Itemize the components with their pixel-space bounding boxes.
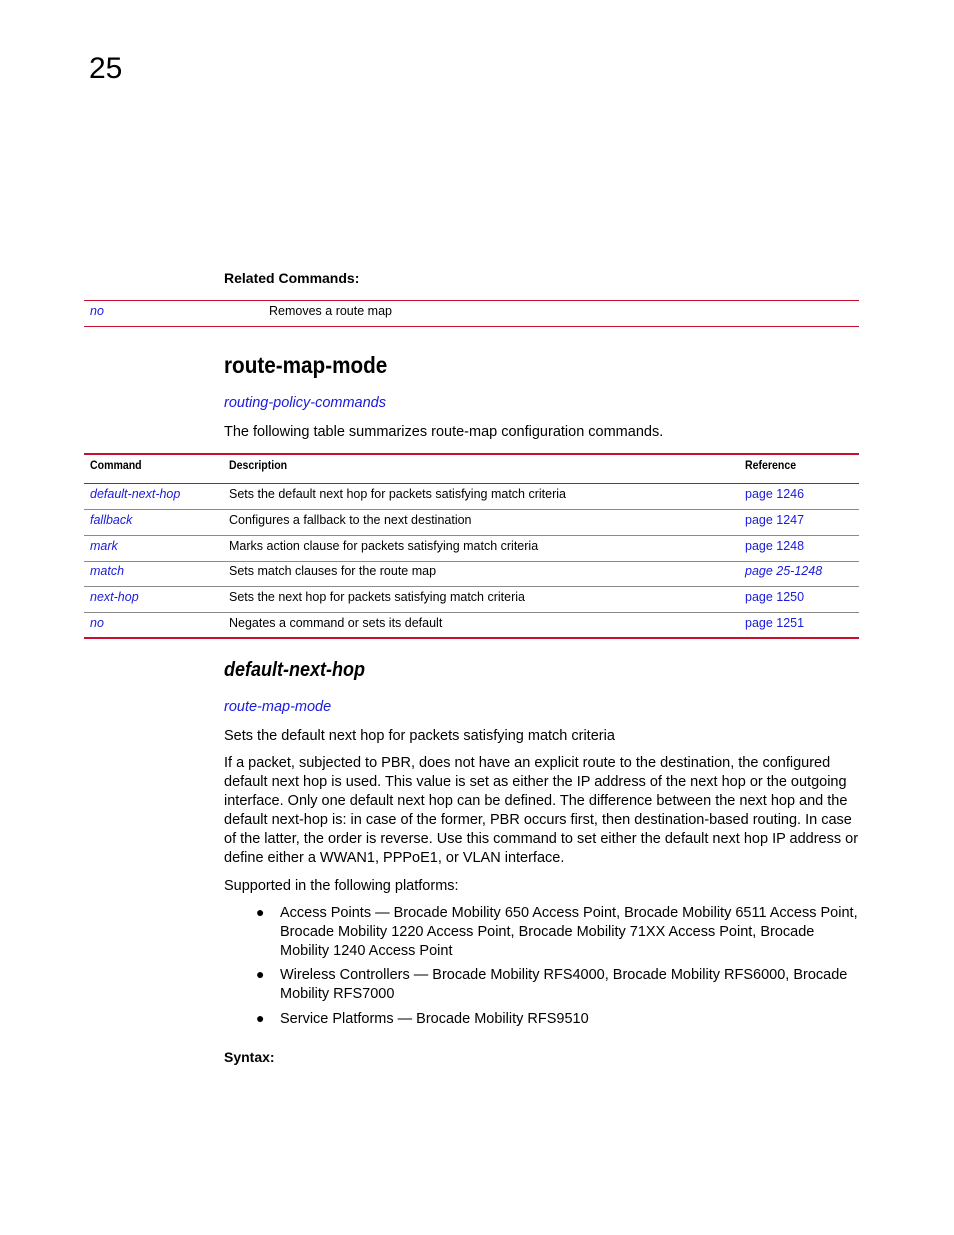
table-row-reference[interactable]: page 1250 — [745, 590, 805, 604]
bullet-line: Brocade Mobility 1220 Access Point, Brocade Mobility 71XX Access Point, Brocade — [280, 924, 815, 940]
chapter-number: 25 — [89, 52, 123, 85]
table-row-command[interactable]: default-next-hop — [90, 487, 181, 501]
body-line: default next-hop is: in case of the former, PBR occurs first, then destination-based routing. In case — [224, 812, 852, 828]
row-divider — [84, 561, 859, 562]
row-divider — [84, 586, 859, 587]
related-command-link[interactable]: no — [90, 304, 104, 318]
table-row-command[interactable]: next-hop — [90, 590, 139, 604]
bullet-item — [280, 966, 870, 1004]
table-row-description: Negates a command or sets its default — [229, 616, 443, 630]
body-line: define either a WWAN1, PPPoE1, or VLAN interface. — [224, 850, 565, 866]
table-top-rule — [84, 453, 859, 455]
related-table-top-rule — [84, 300, 859, 301]
syntax-label: Syntax: — [224, 1049, 275, 1065]
subsection-summary: Sets the default next hop for packets satisfying match criteria — [224, 728, 615, 744]
related-commands-label: Related Commands: — [224, 270, 360, 286]
subsection-title: default-next-hop — [224, 659, 365, 681]
table-header-reference: Reference — [745, 458, 797, 472]
bullet-line: Wireless Controllers — Brocade Mobility RFS4000, Brocade Mobility RFS6000, Brocade — [280, 967, 848, 983]
table-row-command[interactable]: fallback — [90, 513, 133, 527]
bullet-line: Mobility 1240 Access Point — [280, 943, 453, 959]
table-bottom-rule — [84, 637, 859, 639]
subsection-body — [224, 754, 869, 868]
table-row-reference[interactable]: page 1246 — [745, 487, 805, 501]
section-title: route-map-mode — [224, 352, 388, 378]
row-divider — [84, 509, 859, 510]
body-line: If a packet, subjected to PBR, does not have an explicit route to the destination, the configured — [224, 755, 831, 771]
bullet-line: Access Points — Brocade Mobility 650 Access Point, Brocade Mobility 6511 Access Point, — [280, 905, 858, 921]
table-row-description: Sets the next hop for packets satisfying match criteria — [229, 590, 525, 604]
subsection-parent-link[interactable]: route-map-mode — [224, 699, 332, 715]
body-line: default next hop is used. This value is set as either the IP address of the next hop or the outgoing — [224, 774, 847, 790]
table-row-reference[interactable]: page 1247 — [745, 513, 805, 527]
related-command-description: Removes a route map — [269, 304, 392, 318]
bullet-icon: ● — [256, 966, 265, 982]
row-divider — [84, 612, 859, 613]
table-row-command[interactable]: no — [90, 616, 104, 630]
bullet-item — [280, 1010, 870, 1029]
table-row-reference[interactable]: page 25-1248 — [745, 564, 823, 578]
bullet-item — [280, 904, 870, 961]
table-header-description: Description — [229, 458, 288, 472]
table-row-description: Sets match clauses for the route map — [229, 564, 437, 578]
section-parent-link[interactable]: routing-policy-commands — [224, 395, 386, 411]
table-row-reference[interactable]: page 1248 — [745, 539, 805, 553]
bullet-icon: ● — [256, 904, 265, 920]
section-intro: The following table summarizes route-map configuration commands. — [224, 424, 664, 440]
table-row-command[interactable]: match — [90, 564, 125, 578]
bullet-line: Service Platforms — Brocade Mobility RFS9510 — [280, 1011, 589, 1027]
table-row-reference[interactable]: page 1251 — [745, 616, 805, 630]
row-divider — [84, 535, 859, 536]
table-row-description: Configures a fallback to the next destination — [229, 513, 472, 527]
platforms-intro: Supported in the following platforms: — [224, 878, 459, 894]
table-row-command[interactable]: mark — [90, 539, 118, 553]
body-line: interface. Only one default next hop can be defined. The difference between the next hop and the — [224, 793, 848, 809]
table-header-rule — [84, 483, 859, 484]
table-row-description: Marks action clause for packets satisfying match criteria — [229, 539, 539, 553]
table-header-command: Command — [90, 458, 142, 472]
table-row-description: Sets the default next hop for packets satisfying match criteria — [229, 487, 566, 501]
related-table-bottom-rule — [84, 326, 859, 327]
body-line: of the latter, the order is reverse. Use this command to set either the default next hop IP address or — [224, 831, 859, 847]
bullet-icon: ● — [256, 1010, 265, 1026]
bullet-line: Mobility RFS7000 — [280, 986, 395, 1002]
